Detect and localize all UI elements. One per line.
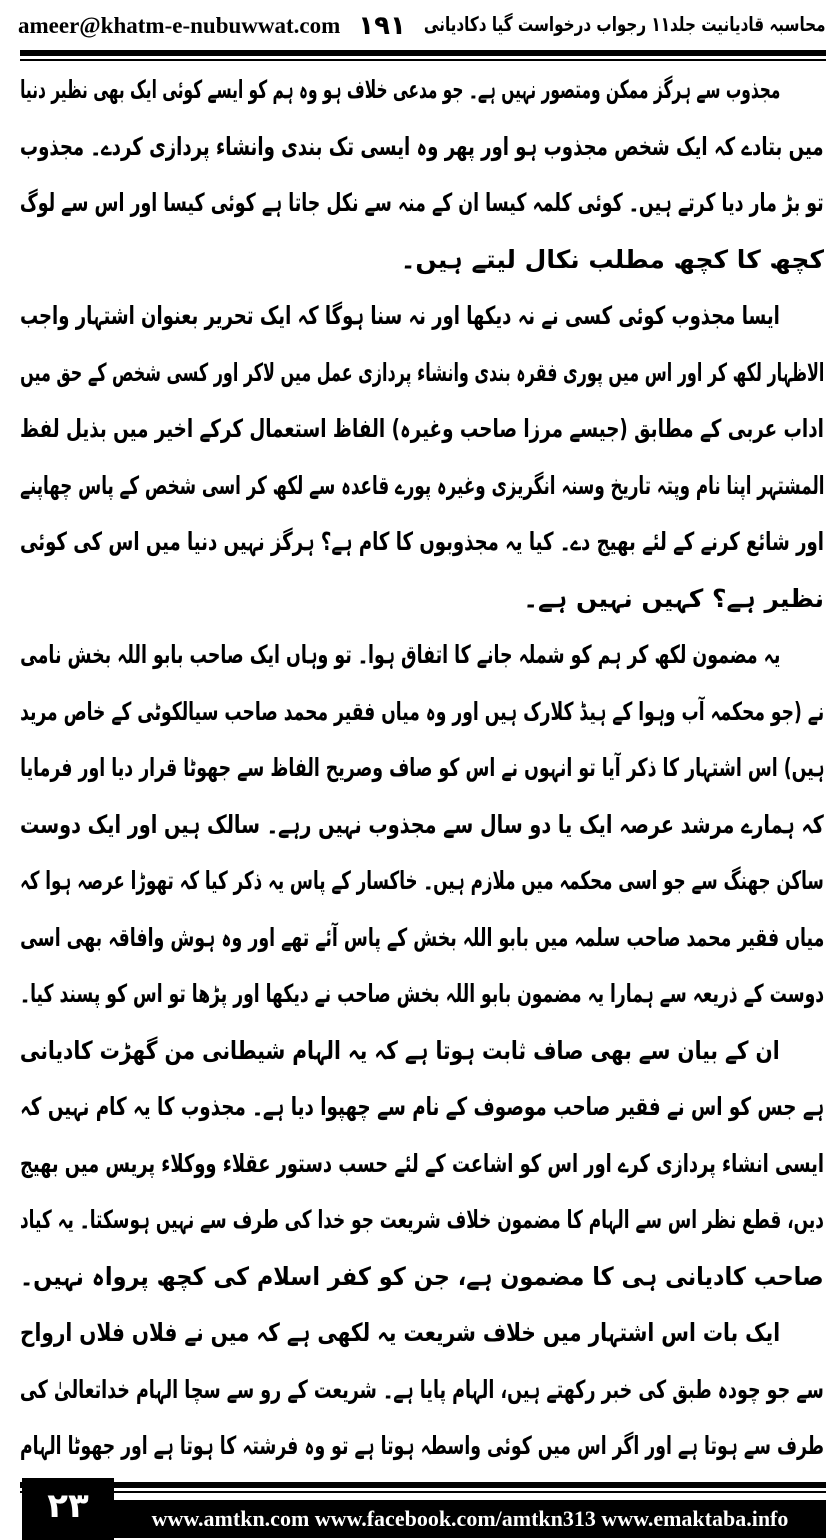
paragraph bbox=[20, 1023, 824, 1306]
text-line: ایک بات اس اشتہار میں خلاف شریعت یہ لکھی ہے کہ میں نے فلاں فلاں ارواح bbox=[20, 1318, 780, 1347]
text-line: ساکن جھنگ سے جو اسی محکمہ میں ملازم ہیں۔ خاکسار کے پاس یہ ذکر کیا کہ تھوڑا عرصہ ہوا کہ bbox=[20, 866, 824, 895]
paragraph bbox=[20, 1305, 824, 1475]
paragraph bbox=[20, 627, 824, 1023]
footer-links: www.amtkn.com www.facebook.com/amtkn313 www.emaktaba.info bbox=[114, 1500, 826, 1538]
header-email: ameer@khatm-e-nubuwwat.com bbox=[18, 13, 341, 38]
text-line: میاں فقیر محمد صاحب سلمہ میں بابو اللہ بخش کے پاس آئے تھے اور وہ ہوش وافاقہ بھی اسی bbox=[20, 922, 824, 952]
footer-page-number: ۲۳ bbox=[22, 1478, 114, 1540]
text-line: نے (جو محکمہ آب وہوا کے ہیڈ کلارک ہیں اور وہ میاں فقیر محمد صاحب سیالکوٹی کے خاص مرید bbox=[20, 696, 824, 726]
page-header bbox=[18, 6, 826, 46]
text-line: ہے جس کو اس نے فقیر صاحب موصوف کے نام سے چھپوا دیا ہے۔ مجذوب کا یہ کام نہیں کہ bbox=[20, 1092, 824, 1121]
text-line: المشتہر اپنا نام وپتہ تاریخ وسنہ انگریزی وغیرہ پورے قاعدہ سے لکھ کر اسی شخص کے پاس چھاپنے bbox=[20, 470, 824, 500]
text-line: کچھ کا کچھ مطلب نکال لیتے ہیں۔ bbox=[400, 244, 824, 274]
text-line: ہیں) اس اشتہار کا ذکر آیا تو انہوں نے اس کو صاف وصریح الفاظ سے جھوٹا قرار دیا اور فرمایا bbox=[20, 753, 824, 782]
header-title-area bbox=[424, 6, 826, 46]
paragraph bbox=[20, 288, 824, 627]
footer-rule-thick bbox=[20, 1482, 826, 1488]
text-line: ان کے بیان سے بھی صاف ثابت ہوتا ہے کہ یہ الہام شیطانی من گھڑت کادیانی bbox=[20, 1035, 780, 1065]
header-page-number: ۱۹۱ bbox=[358, 11, 406, 41]
text-line: اداب عربی کے مطابق (جیسے مرزا صاحب وغیرہ) الفاظ استعمال کرکے اخیر میں بذیل لفظ bbox=[20, 414, 824, 443]
text-line: مجذوب سے ہرگز ممکن ومتصور نہیں ہے۔ جو مدعی خلاف ہو وہ ہم کو ایسے کوئی ایک بھی نظیر دنیا bbox=[20, 75, 780, 104]
header-rule-thin bbox=[20, 59, 826, 61]
header-rule-thick bbox=[20, 50, 826, 56]
text-line: سے جو چودہ طبق کی خبر رکھتے ہیں، الہام پایا ہے۔ شریعت کے رو سے سچا الہام خداتعالیٰ کی bbox=[20, 1374, 824, 1404]
text-line: اور شائع کرنے کے لئے بھیج دے۔ کیا یہ مجذوبوں کا کام ہے؟ ہرگز نہیں دنیا میں اس کی کوئی bbox=[20, 527, 824, 556]
text-line: ایسا مجذوب کوئی کسی نے نہ دیکھا اور نہ سنا ہوگا کہ ایک تحریر بعنوان اشتہار واجب bbox=[20, 301, 780, 330]
body-text bbox=[20, 62, 824, 1475]
text-line: میں بتادے کہ ایک شخص مجذوب ہو اور پھر وہ ایسی تک بندی وانشاء پردازی کردے۔ مجذوب bbox=[20, 131, 824, 161]
paragraph bbox=[20, 62, 824, 288]
text-line: طرف سے ہوتا ہے اور اگر اس میں کوئی واسطہ ہوتا ہے تو وہ فرشتہ کا ہوتا ہے اور جھوٹا الہام bbox=[20, 1431, 824, 1460]
text-line: ایسی انشاء پردازی کرے اور اس کو اشاعت کے لئے حسب دستور عقلاء ووکلاء پریس میں بھیج bbox=[20, 1148, 824, 1178]
text-line: دیں، قطع نظر اس سے الہام کا مضمون خلاف شریعت جو خدا کی طرف سے نہیں ہوسکتا۔ یہ کیاد bbox=[20, 1205, 824, 1234]
text-line: کہ ہمارے مرشد عرصہ ایک یا دو سال سے مجذوب نہیں رہے۔ سالک ہیں اور ایک دوست bbox=[20, 809, 824, 839]
text-line: تو بڑ مار دیا کرتے ہیں۔ کوئی کلمہ کیسا ان کے منہ سے نکل جاتا ہے کوئی کیسا اور اس سے لوگ bbox=[20, 188, 824, 217]
text-line: صاحب کادیانی ہی کا مضمون ہے، جن کو کفر اسلام کی کچھ پرواہ نہیں۔ bbox=[20, 1261, 824, 1291]
text-line: الاظہار لکھ کر اور اس میں پوری فقرہ بندی وانشاء پردازی عمل میں لاکر اور کسی شخص کے حق میں bbox=[20, 357, 824, 387]
header-book-title: محاسبہ قادیانیت جلد۱۱ رجواب درخواست گیا دکادیانی bbox=[424, 12, 826, 36]
footer-rule-thin bbox=[20, 1491, 826, 1493]
text-line: نظیر ہے؟ کہیں نہیں ہے۔ bbox=[523, 583, 824, 613]
text-line: یہ مضمون لکھ کر ہم کو شملہ جانے کا اتفاق ہوا۔ تو وہاں ایک صاحب بابو اللہ بخش نامی bbox=[20, 640, 780, 669]
text-line: دوست کے ذریعہ سے ہمارا یہ مضمون بابو اللہ بخش صاحب نے دیکھا اور پڑھا تو اس کو پسند کیا۔ bbox=[20, 979, 824, 1008]
